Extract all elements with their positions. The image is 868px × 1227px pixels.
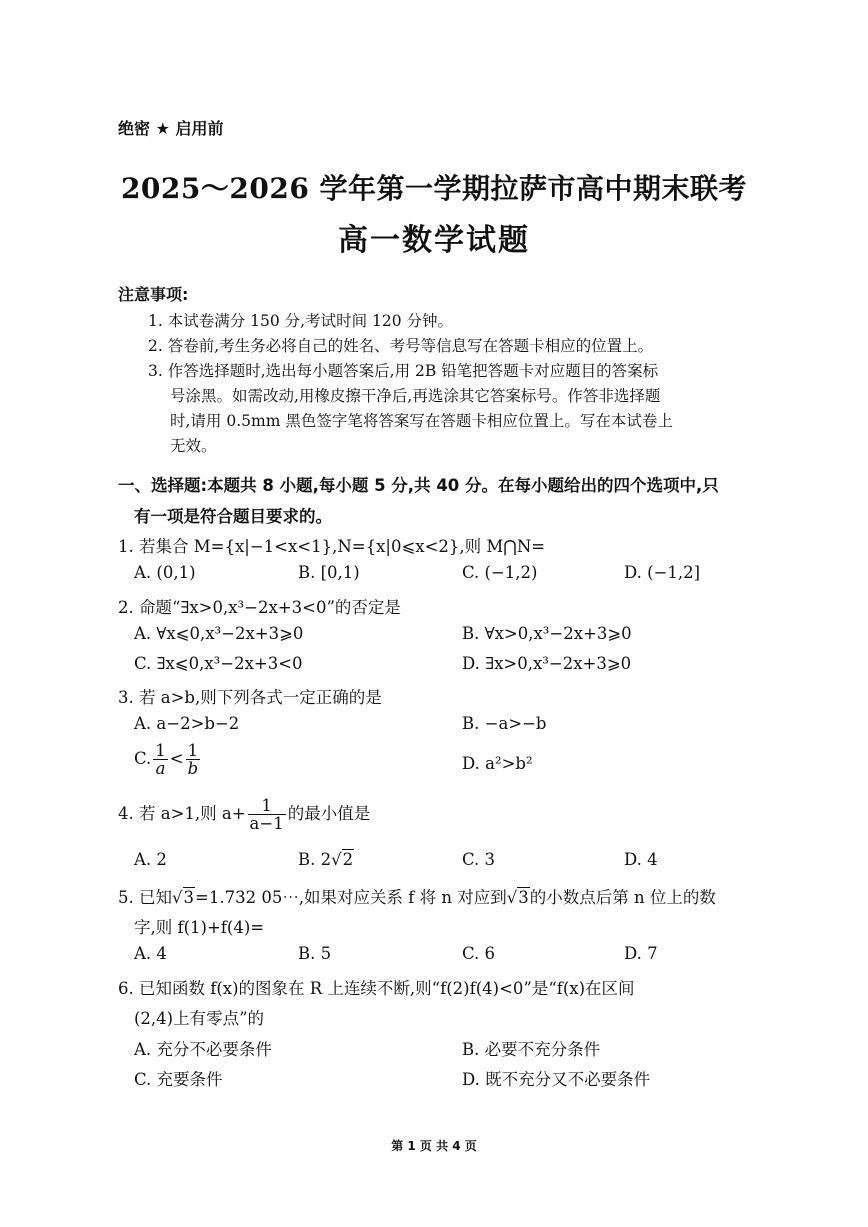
question-2-stem: 2. 命题“∃x>0,x³−2x+3<0”的否定是 (118, 598, 401, 617)
fraction-numerator: 1 (186, 742, 201, 760)
q5-option-c: C. 6 (462, 944, 496, 963)
notice-item-3-cont: 号涂黑。如需改动,用橡皮擦干净后,再选涂其它答案标号。作答非选择题 (170, 387, 661, 405)
notice-item-3-cont: 无效。 (170, 437, 217, 455)
q3-option-a: A. a−2>b−2 (134, 714, 240, 733)
q3-option-d: D. a²>b² (462, 754, 533, 773)
question-6-stem: 6. 已知函数 f(x)的图象在 R 上连续不断,则“f(2)f(4)<0”是“f(x)在区间 (118, 979, 635, 998)
fraction-numerator: 1 (155, 741, 166, 760)
notice-item-3: 3. 作答选择题时,选出每小题答案后,用 2B 铅笔把答题卡对应题目的答案标 (148, 362, 659, 380)
q2-option-b: B. ∀x>0,x³−2x+3⩾0 (462, 624, 632, 643)
q6-option-d: D. 既不充分又不必要条件 (462, 1070, 651, 1089)
q2-option-d: D. ∃x>0,x³−2x+3⩾0 (462, 654, 632, 673)
sqrt-radicand: 2 (342, 850, 354, 869)
sqrt-radicand: 3 (183, 888, 195, 907)
notice-item-3-cont: 时,请用 0.5mm 黑色签字笔将答案写在答题卡相应位置上。写在本试卷上 (170, 412, 673, 430)
q3-option-c (134, 742, 202, 777)
q3-option-c-prefix: C. (134, 749, 152, 768)
fraction-denominator: a−1 (249, 814, 284, 833)
q6-option-a: A. 充分不必要条件 (134, 1040, 272, 1059)
relation-symbol: < (169, 749, 184, 768)
q5-text: =1.732 05⋯,如果对应关系 f 将 n 对应到 (195, 888, 507, 907)
q5-option-d: D. 7 (624, 944, 658, 963)
q6-option-c: C. 充要条件 (134, 1070, 223, 1089)
q1-option-b: B. [0,1) (298, 563, 360, 582)
fraction-denominator: a (155, 759, 166, 778)
page-number: 第 1 页 共 4 页 (391, 1139, 477, 1153)
q4-option-a: A. 2 (134, 850, 167, 869)
q2-option-a: A. ∀x⩽0,x³−2x+3⩾0 (134, 624, 304, 643)
q6-option-b: B. 必要不充分条件 (462, 1040, 601, 1059)
q1-option-c: C. (−1,2) (462, 563, 538, 582)
q4-option-d: D. 4 (624, 850, 658, 869)
fraction (153, 742, 168, 777)
notice-item-2: 2. 答卷前,考生务必将自己的姓名、考号等信息写在答题卡相应的位置上。 (148, 337, 654, 355)
q5-option-b: B. 5 (298, 944, 332, 963)
section-heading: 一、选择题:本题共 8 小题,每小题 5 分,共 40 分。在每小题给出的四个选项中,只 (118, 476, 719, 495)
exam-subtitle: 高一数学试题 (338, 223, 530, 258)
q4-stem-suffix: 的最小值是 (287, 804, 371, 823)
fraction-denominator: b (187, 759, 199, 778)
q4-option-b-prefix: B. 2 (298, 850, 332, 869)
notice-item-1: 1. 本试卷满分 150 分,考试时间 120 分钟。 (148, 312, 454, 330)
q5-option-a: A. 4 (134, 944, 167, 963)
question-3-stem: 3. 若 a>b,则下列各式一定正确的是 (118, 688, 382, 707)
fraction-numerator: 1 (248, 797, 286, 815)
question-5-stem-cont: 字,则 f(1)+f(4)= (134, 918, 265, 937)
section-heading-cont: 有一项是符合题目要求的。 (134, 507, 332, 526)
q4-stem-prefix: 4. 若 a>1,则 a+ (118, 804, 246, 823)
q1-option-a: A. (0,1) (134, 563, 196, 582)
q5-text: 的小数点后第 n 位上的数 (529, 888, 716, 907)
question-5-stem: 5. 已知√3=1.732 05⋯,如果对应关系 f 将 n 对应到√3的小数点后第 n 位上的数 (118, 888, 716, 907)
q2-option-c: C. ∃x⩽0,x³−2x+3<0 (134, 654, 303, 673)
confidential-label: 绝密 ★ 启用前 (118, 119, 224, 138)
exam-title: 2025～2026 学年第一学期拉萨市高中期末联考 (120, 172, 748, 205)
notice-heading: 注意事项: (118, 285, 189, 304)
fraction (186, 742, 201, 777)
q5-text: 5. 已知 (118, 888, 172, 907)
fraction (248, 797, 286, 832)
q4-option-b: B. 2√2 (298, 850, 354, 869)
sqrt-radicand: 3 (518, 888, 529, 907)
q1-option-d: D. (−1,2] (624, 563, 701, 582)
question-4-stem (118, 797, 370, 832)
q4-option-c: C. 3 (462, 850, 496, 869)
question-6-stem-cont: (2,4)上有零点”的 (134, 1009, 265, 1028)
question-1-stem: 1. 若集合 M={x|−1<x<1},N={x|0⩽x<2},则 M⋂N= (118, 537, 546, 556)
q3-option-b: B. −a>−b (462, 714, 547, 733)
